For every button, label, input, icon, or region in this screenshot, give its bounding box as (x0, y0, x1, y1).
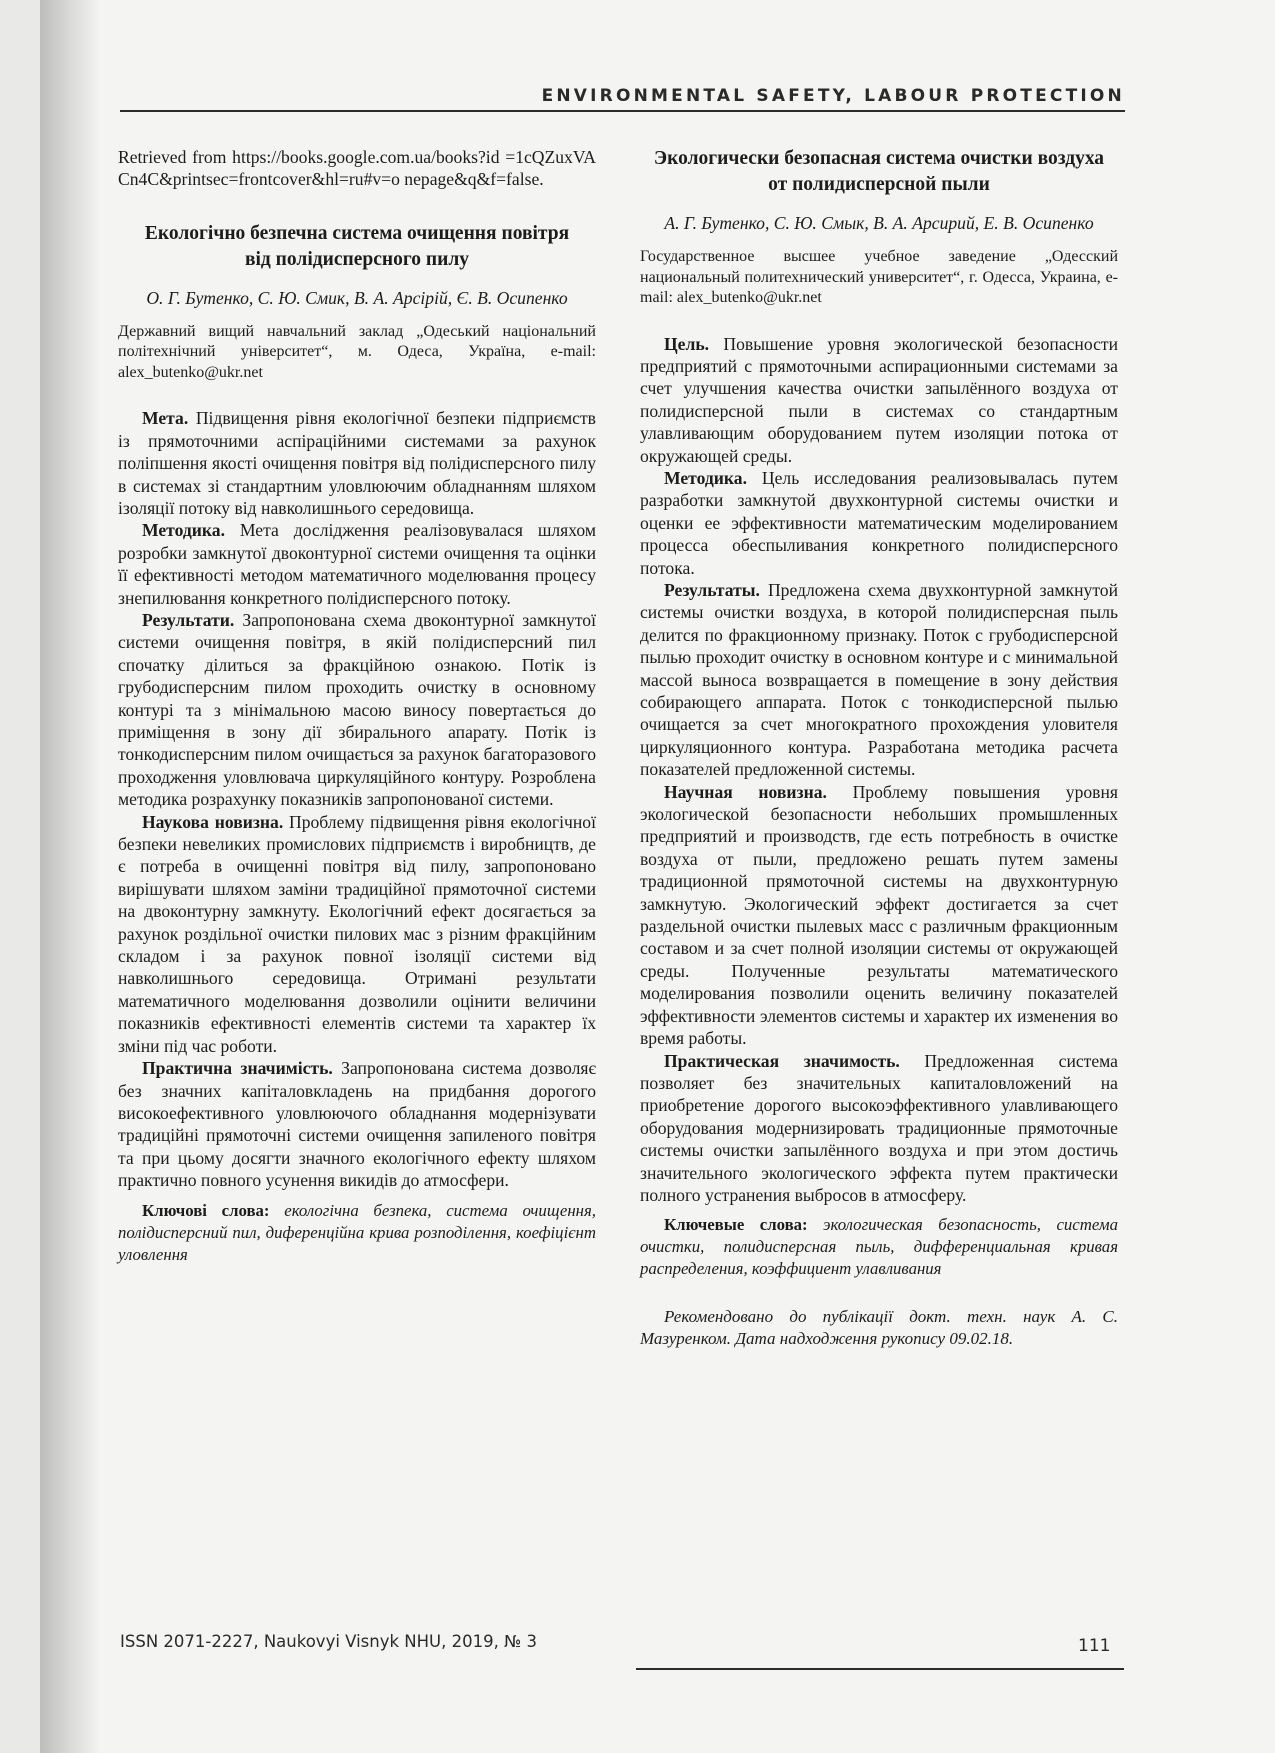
keywords-uk (118, 1200, 596, 1266)
section-text: Повышение уровня экологической безопасности предприятий с прямоточными аспирационными системами за счет улучшения качества очистки запылённого воздуха от полидисперсной пыли в системах со стандартным улавливающим оборудованием путем изоляции потока от окружающей среды. (640, 333, 1118, 466)
section-label: Цель. (664, 333, 710, 354)
keywords-text: екологічна безпека, система очищення, полідисперсний пил, диференційна крива розподілення, коефіцієнт уловлення (118, 1200, 596, 1264)
section-methodology (118, 519, 596, 609)
section-purpose (640, 333, 1118, 467)
section-label: Результати. (142, 609, 235, 630)
page-spine-shadow (40, 0, 100, 1753)
section-text: Мета дослідження реалізовувалася шляхом розробки замкнутої двоконтурної системи очищення та оцінки її ефективності методом математичного моделювання процесу знепилювання конкретного полідисперсного потоку. (118, 520, 596, 608)
authors-ru: А. Г. Бутенко, С. Ю. Смык, В. А. Арсирий, Е. В. Осипенко (664, 213, 1094, 233)
keywords-label: Ключові слова: (142, 1200, 270, 1220)
section-text: Проблему повышения уровня экологической безопасности небольших промышленных предприятий и производств, где есть потребность в очистке воздуха от пыли, предложено решать путем замены традиционной прямоточной системы на двухконтурную замкнутую. Экологический эффект достигается за счет раздельной очистки пылевых масс с различным фракционным составом и за счет полной изоляции системы от окружающей среды. Полученные результаты математического моделирования позволили оценить величину показателей эффективности элементов системы и характер их изменения во время работы. (640, 781, 1118, 1049)
section-practical-value (640, 1050, 1118, 1207)
section-text: Предложенная система позволяет без значительных капиталовложений на приобретение дорогого высокоэффективного улавливающего оборудования модернизировать традиционные прямоточные системы очистки запылённого воздуха и при этом достичь значительного экологического эффекта путем практически полного устранения выбросов в атмосферу. (640, 1050, 1118, 1205)
section-label: Мета. (142, 408, 189, 429)
page-number: 111 (1078, 1636, 1111, 1656)
keywords-label: Ключевые слова: (664, 1215, 808, 1235)
journal-footer: ISSN 2071-2227, Naukovyi Visnyk NHU, 2019, № 3 (120, 1632, 537, 1651)
section-text: Предложена схема двухконтурной замкнутой системы очистки воздуха, в которой полидисперсная пыль делится по фракционному признаку. Поток с грубодисперсной пылью проходит очистку в основном контуре и с минимальной массой выноса возвращается в помещение в зону действия собирающего аппарата. Поток с тонкодисперсной пылью очищается за счет многократного прохождения уловителя циркуляционного контура. Разработана методика расчета показателей предложенной системы. (640, 579, 1118, 780)
recommendation-note: Рекомендовано до публікації докт. техн. наук А. С. Мазуренком. Дата надходження рукопису 09.02.18. (640, 1307, 1118, 1349)
section-methodology (640, 467, 1118, 579)
section-label: Методика. (142, 520, 225, 541)
section-text: Запропонована система дозволяє без значних капіталовкладень на придбання дорогого високоефективного уловлюючого обладнання модернізувати традиційні прямоточні системи очищення запиленого повітря та при цьому досягти значного екологічного ефекту шляхом практично повного усунення викидів до атмосфери. (118, 1058, 596, 1191)
section-text: Проблему підвищення рівня екологічної безпеки невеликих промислових підприємств і виробництв, де є потреба в очищенні повітря від пилу, запропоновано вирішувати шляхом заміни традиційної прямоточної системи на двоконтурну замкнуту. Екологічний ефект досягається за рахунок роздільної очистки пилових мас з різним фракційним складом і за рахунок повної ізоляції системи від навколишнього середовища. Отримані результати математичного моделювання дозволили оцінити величини показників ефективності елементів системи та характер їх зміни під час роботи. (118, 811, 596, 1056)
abstract-ru (640, 333, 1118, 1281)
section-findings (118, 609, 596, 811)
section-text: Цель исследования реализовывалась путем разработки замкнутой двухконтурной системы очистки и оценки ее эффективности математическим моделированием процесса обеспыливания конкретного полидисперсного потока. (640, 467, 1118, 578)
section-label: Наукова новизна. (142, 811, 284, 832)
section-purpose (118, 407, 596, 519)
footer-rule (636, 1668, 1124, 1670)
keywords-ru (640, 1214, 1118, 1280)
section-label: Практична значимість. (142, 1058, 333, 1079)
keywords-text: экологическая безопасность, система очистки, полидисперсная пыль, дифференциальная кривая распределения, коэффициент улавливания (640, 1215, 1118, 1279)
section-findings (640, 579, 1118, 781)
authors-uk: О. Г. Бутенко, С. Ю. Смик, В. А. Арсірій, Є. В. Осипенко (146, 287, 568, 308)
section-text: Підвищення рівня екологічної безпеки підприємств із прямоточними аспіраційними системами за рахунок поліпшення якості очищення повітря від полідисперсного пилу в системах зі стандартним уловлюючим обладнанням шляхом ізоляції потоку від навколишнього середовища. (118, 408, 596, 518)
section-text: Запропонована схема двоконтурної замкнутої системи очищення повітря, в якій полідисперсний пил спочатку ділиться за фракційною ознакою. Потік із грубодисперсним пилом проходить очистку в основному контурі та з мінімальною масою виносу повертається до приміщення в зону дії збирального апарату. Потік із тонкодисперсним пилом очищається за рахунок багаторазового проходження уловлювача циркуляційного контуру. Розроблена методика розрахунку показників запропонованої системи. (118, 609, 596, 810)
running-head: ENVIRONMENTAL SAFETY, LABOUR PROTECTION (120, 86, 1125, 112)
article-title-uk: Екологічно безпечна система очищення повітря від полідисперсного пилу (144, 222, 570, 270)
article-title-ru: Экологически безопасная система очистки воздуха от полидисперсной пыли (653, 148, 1105, 195)
section-label: Практическая значимость. (664, 1050, 900, 1071)
section-label: Научная новизна. (664, 781, 827, 802)
section-label: Методика. (664, 467, 747, 488)
abstract-uk (118, 407, 596, 1265)
section-practical-value (118, 1057, 596, 1191)
section-label: Результаты. (664, 579, 760, 600)
reference-retrieved: Retrieved from https://books.google.com.ua/books?id =1cQZuxVACn4C&printsec=frontcover&hl=ru#v=o nepage&q&f=false. (118, 147, 596, 190)
section-originality (118, 811, 596, 1057)
left-column (118, 146, 596, 1266)
section-originality (640, 781, 1118, 1050)
affiliation-uk: Державний вищий навчальний заклад „Одеський національний політехнічний університет“, м. Одеса, Україна, e-mail: alex_butenko@ukr.net (118, 322, 596, 381)
affiliation-ru: Государственное высшее учебное заведение „Одесский национальный политехнический университет“, г. Одесса, Украина, e-mail: alex_butenko@ukr.net (640, 248, 1118, 306)
right-column (640, 146, 1118, 1350)
